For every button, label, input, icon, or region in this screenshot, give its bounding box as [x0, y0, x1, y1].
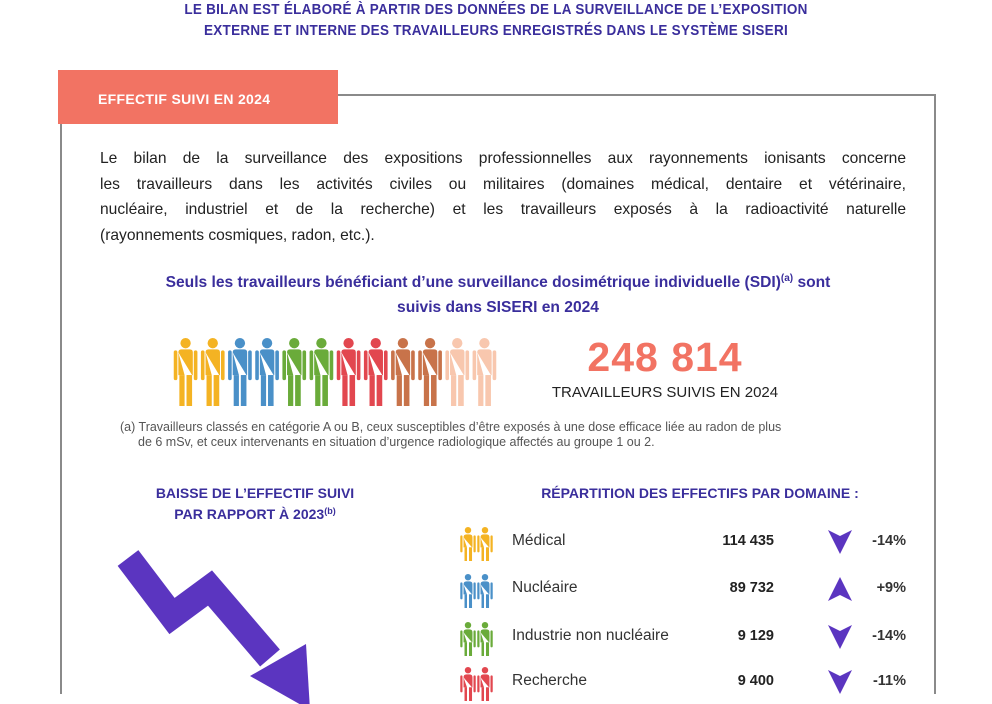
- trend-arrow-icon: [826, 623, 854, 651]
- worker-icon: [460, 527, 475, 561]
- intro-line: Le bilan de la surveillance des expositions professionnelles aux rayonnements ionisants concerne: [100, 150, 906, 167]
- arrow-down-icon: [828, 530, 852, 554]
- sdi-heading-line-2: suivis dans SISERI en 2024: [397, 299, 599, 316]
- worker-icon: [445, 338, 469, 406]
- arrow-down-icon: [828, 670, 852, 694]
- intro-line: nucléaire, industriel et de la recherche) et les travailleurs exposés à la radioactivité naturelle: [100, 201, 906, 218]
- domain-value: 9 129: [737, 628, 774, 644]
- domain-value: 89 732: [729, 580, 774, 596]
- header-line-1: LE BILAN EST ÉLABORÉ À PARTIR DES DONNÉES DE LA SURVEILLANCE DE L’EXPOSITION: [184, 2, 808, 18]
- domain-name: Recherche: [512, 672, 587, 689]
- workers-pair-icon: [456, 526, 496, 562]
- sdi-heading-end: sont: [793, 274, 831, 291]
- domain-row: [456, 664, 926, 704]
- decrease-heading-line-1: BAISSE DE L’EFFECTIF SUIVI: [155, 485, 355, 501]
- decrease-heading-line-2: PAR RAPPORT À 2023: [174, 506, 325, 522]
- domain-name: Médical: [512, 532, 566, 549]
- worker-icon: [364, 338, 388, 406]
- trend-arrow-icon: [826, 668, 854, 696]
- sdi-heading-text: Seuls les travailleurs bénéficiant d’une surveillance dosimétrique individuelle (SDI): [165, 274, 781, 291]
- total-workers-value: 248 814: [587, 334, 743, 380]
- section-tab: EFFECTIF SUIVI EN 2024: [58, 70, 338, 124]
- header-line-2: EXTERNE ET INTERNE DES TRAVAILLEURS ENREGISTRÉS DANS LE SYSTÈME SISERI: [204, 23, 788, 39]
- decrease-heading: [60, 484, 450, 523]
- workers-pair-icon: [456, 573, 496, 609]
- worker-icon: [228, 338, 252, 406]
- worker-icon: [418, 338, 442, 406]
- total-workers-caption: TRAVAILLEURS SUIVIS EN 2024: [551, 384, 779, 401]
- domain-row: [456, 571, 926, 611]
- domain-change: -14%: [872, 533, 906, 549]
- worker-icon: [174, 338, 198, 406]
- page-header: [35, 0, 958, 42]
- arrow-down-icon: [828, 625, 852, 649]
- footnote: [120, 420, 880, 450]
- worker-icon: [255, 338, 279, 406]
- worker-icon: [477, 622, 492, 656]
- footnote-ref: (a): [780, 273, 794, 284]
- intro-paragraph: [100, 146, 906, 248]
- domain-name: Nucléaire: [512, 579, 578, 596]
- workers-pair-icon: [456, 621, 496, 657]
- worker-icon: [477, 574, 492, 608]
- domain-change: +9%: [876, 580, 906, 596]
- domain-name: Industrie non nucléaire: [512, 627, 669, 644]
- worker-icon: [460, 667, 475, 701]
- worker-icon: [473, 338, 497, 406]
- domain-value: 9 400: [737, 673, 774, 689]
- trend-arrow-icon: [826, 575, 854, 603]
- worker-icon: [477, 527, 492, 561]
- arrow-up-icon: [828, 577, 852, 601]
- footnote-ref: (b): [324, 506, 336, 516]
- worker-icon: [282, 338, 306, 406]
- worker-icon: [310, 338, 334, 406]
- domain-value: 114 435: [722, 533, 774, 549]
- worker-icon: [201, 338, 225, 406]
- domain-change: -14%: [872, 628, 906, 644]
- downward-trend-arrow-icon: [100, 540, 320, 680]
- intro-line: les travailleurs dans les activités civiles ou militaires (domaines médical, dentaire et vétérinaire,: [100, 175, 906, 193]
- domain-change: -11%: [872, 673, 906, 689]
- footnote-line-1: (a) Travailleurs classés en catégorie A ou B, ceux susceptibles d’être exposés à une dose efficace liée au radon de plus: [120, 420, 782, 434]
- domain-breakdown-heading: RÉPARTITION DES EFFECTIFS PAR DOMAINE :: [541, 485, 859, 501]
- sdi-heading: [60, 266, 936, 320]
- workers-icon-group: [172, 336, 498, 408]
- trend-arrow-icon: [826, 528, 854, 556]
- footnote-line-2: de 6 mSv, et ceux intervenants en situation d’urgence radiologique affectés au groupe 1 ou 2.: [138, 435, 655, 449]
- worker-icon: [337, 338, 361, 406]
- worker-icon: [391, 338, 415, 406]
- worker-icon: [477, 667, 492, 701]
- workers-pair-icon: [456, 666, 496, 702]
- worker-icon: [460, 622, 475, 656]
- domain-row: [456, 524, 926, 564]
- domain-row: [456, 619, 926, 659]
- worker-icon: [460, 574, 475, 608]
- intro-line: (rayonnements cosmiques, radon, etc.).: [100, 226, 375, 244]
